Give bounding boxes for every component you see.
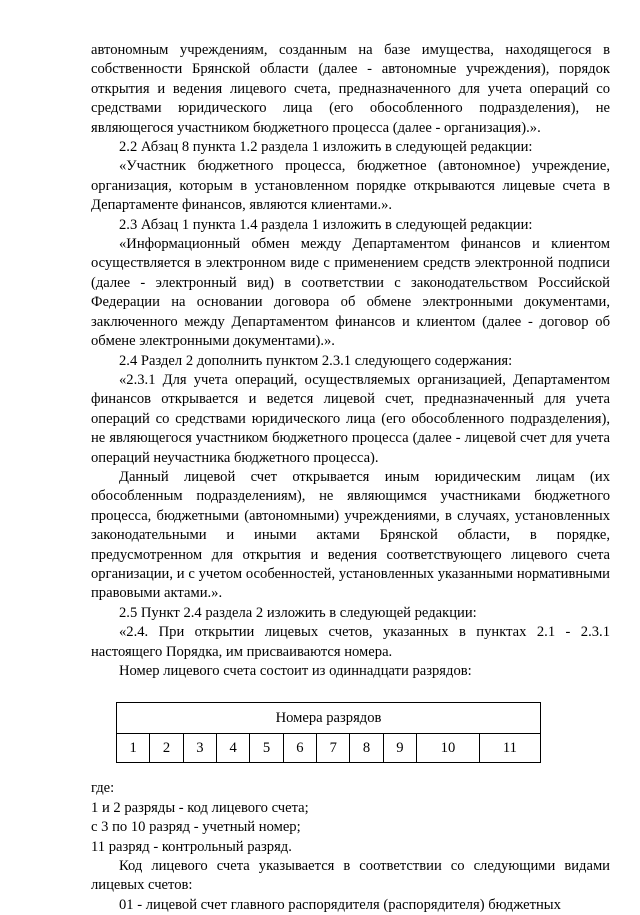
- legend-line: где:: [91, 780, 115, 797]
- spacer: [91, 681, 610, 702]
- digit-cell: 1: [117, 734, 150, 763]
- paragraph: 2.5 Пункт 2.4 раздела 2 изложить в следующей редакции:: [119, 604, 477, 621]
- paragraph: 2.2 Абзац 8 пункта 1.2 раздела 1 изложить в следующей редакции:: [119, 139, 533, 156]
- paragraph: Код лицевого счета указывается в соответствии со следующими видами лицевых счетов:: [91, 858, 610, 894]
- paragraph: «Информационный обмен между Департаментом финансов и клиентом осуществляется в электронном виде с применением средств электронной подписи (далее - электронный вид) в соответствии с законодательством Российской Федерации на основании договора об обмене электронными документами, заключенного между Департаментом финансов и клиентом (далее - договор об обмене электронными документами).».: [91, 236, 610, 350]
- paragraph: 01 - лицевой счет главного распорядителя (распорядителя) бюджетных: [119, 896, 561, 913]
- document-body-bottom: [91, 857, 610, 915]
- spacer: [91, 763, 610, 779]
- digit-cell: 11: [479, 734, 540, 763]
- digit-cell: 10: [417, 734, 480, 763]
- digit-cell: 5: [250, 734, 283, 763]
- legend-line: с 3 по 10 разряд - учетный номер;: [91, 819, 301, 836]
- digit-cell: 6: [283, 734, 316, 763]
- table-header-cell: Номера разрядов: [117, 703, 541, 734]
- paragraph: Данный лицевой счет открывается иным юридическим лицам (их обособленным подразделениям), не являющимся участниками бюджетного процесса, бюджетными (автономными) учреждениями, в случаях, установленных законодательными и иными актами Брянской области, в порядке, предусмотренном для открытия и ведения соответствующего лицевого счета организации, и с учетом особенностей, установленных указанными нормативными правовыми актами.».: [91, 468, 610, 602]
- digit-cell: 7: [317, 734, 350, 763]
- paragraph: Номер лицевого счета состоит из одиннадцати разрядов:: [119, 663, 472, 679]
- paragraph: автономным учреждениям, созданным на базе имущества, находящегося в собственности Брянской области (далее - автономные учреждения), порядок открытия и ведения лицевого счета, предназначенного для учета операций со средствами юридического лица (его обособленного подразделения), не являющегося участником бюджетного процесса (далее - организация).».: [91, 42, 610, 136]
- digit-cell: 2: [150, 734, 183, 763]
- digit-cell: 3: [183, 734, 216, 763]
- digit-cell: 9: [383, 734, 416, 763]
- paragraph: 2.4 Раздел 2 дополнить пунктом 2.3.1 следующего содержания:: [119, 352, 513, 369]
- table-row: [117, 734, 541, 763]
- legend-line: 1 и 2 разряды - код лицевого счета;: [91, 799, 309, 816]
- paragraph: «2.4. При открытии лицевых счетов, указанных в пунктах 2.1 - 2.3.1 настоящего Порядка, им присваиваются номера.: [91, 624, 610, 660]
- paragraph: «Участник бюджетного процесса, бюджетное (автономное) учреждение, организация, которым в установленном порядке открываются лицевые счета в Департаменте финансов, являются клиентами.».: [91, 158, 610, 214]
- document-body-top: [91, 41, 610, 681]
- paragraph: «2.3.1 Для учета операций, осуществляемых организацией, Департаментом финансов открывается и ведется лицевой счет, предназначенный для учета операций со средствами юридического лица (его обособленного подразделения), не являющегося участником бюджетного процесса (далее - лицевой счет для учета операций неучастника бюджетного процесса).: [91, 371, 610, 466]
- account-number-digits-table: [116, 702, 541, 763]
- document-page: [91, 41, 610, 915]
- paragraph: 2.3 Абзац 1 пункта 1.4 раздела 1 изложить в следующей редакции:: [119, 216, 533, 233]
- legend-line: 11 разряд - контрольный разряд.: [91, 838, 292, 855]
- digit-legend: [91, 779, 610, 857]
- digit-cell: 4: [217, 734, 250, 763]
- digit-cell: 8: [350, 734, 383, 763]
